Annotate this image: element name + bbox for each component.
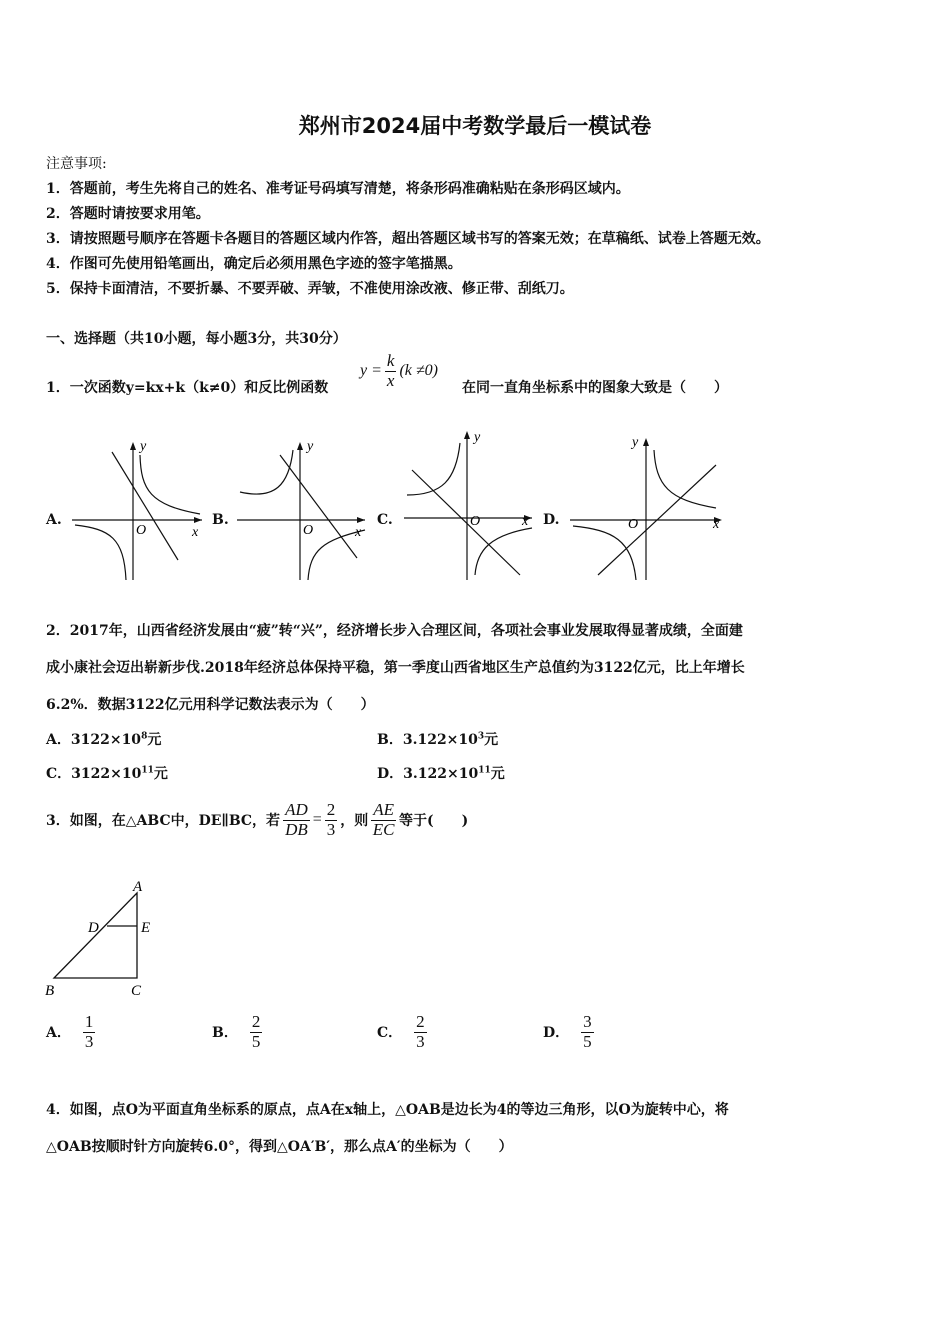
q2-option-d[interactable] (377, 763, 505, 783)
notice-item-1: 1．答题前，考生先将自己的姓名、准考证号码填写清楚，将条形码准确粘贴在条形码区域内。 (46, 181, 630, 197)
q3-option-c-den: 3 (416, 1031, 425, 1051)
hyperbola-branch-2 (75, 525, 126, 580)
y-arrow-icon (643, 438, 649, 446)
q1-graph-a (70, 430, 210, 590)
linear-graph (412, 470, 520, 575)
y-label: y (307, 439, 314, 454)
q3-f3-num: AE (373, 799, 395, 819)
vertex-c-label: C (131, 983, 142, 999)
hyperbola-branch-2 (475, 528, 532, 575)
q2-stem-line-3: 6.2%．数据3122亿元用科学记数法表示为（ ） (46, 697, 375, 713)
q1-graph-b (235, 430, 375, 590)
q2-option-a-exp: 8 (141, 731, 148, 742)
hyperbola-branch-1 (407, 443, 460, 495)
q3-option-c-fraction (414, 1013, 427, 1051)
origin-label: O (303, 523, 314, 538)
hyperbola-branch-2 (573, 526, 636, 580)
origin-label: O (136, 523, 147, 538)
q3-option-b-fraction (250, 1013, 263, 1051)
y-label: y (632, 435, 639, 450)
q3-stem-post: 等于( ) (399, 813, 469, 829)
q2-option-a-label: A． (46, 732, 71, 748)
q2-option-d-unit: 元 (490, 766, 505, 782)
q3-option-a-num: 1 (84, 1012, 94, 1031)
notice-item-2: 2．答题时请按要求用笔。 (46, 206, 210, 222)
q1-formula (360, 352, 438, 390)
q1-option-d-label[interactable]: D. (543, 512, 560, 528)
q3-option-c-num: 2 (416, 1012, 425, 1031)
q3-fraction-ad-db (283, 801, 310, 839)
q1-graph-c (402, 425, 542, 585)
q3-option-d[interactable] (543, 1013, 594, 1051)
q3-stem-mid: ，则 (340, 813, 369, 829)
hyperbola-branch-1 (240, 450, 293, 494)
q2-option-b[interactable] (377, 729, 498, 749)
q2-option-b-exp: 3 (477, 731, 485, 742)
origin-label: O (628, 517, 639, 532)
q1-stem-post: 在同一直角坐标系中的图象大致是（ ） (462, 380, 728, 396)
y-arrow-icon (464, 431, 470, 439)
q3-option-a-den: 3 (84, 1031, 94, 1051)
q3-stem-pre: 3．如图，在△ABC中，DE∥BC，若 (46, 813, 281, 829)
q2-option-c-label: C． (46, 766, 72, 782)
q2-option-a-base: 3122×10 (70, 732, 142, 748)
notice-item-3: 3．请按照题号顺序在答题卡各题目的答题区域内作答，超出答题区域书写的答案无效；在草稿纸、试卷上答题无效。 (46, 231, 770, 247)
q2-option-d-label: D． (377, 766, 404, 782)
q3-option-d-num: 3 (583, 1012, 592, 1031)
y-arrow-icon (130, 442, 136, 450)
q2-option-c-base: 3122×10 (71, 766, 142, 782)
q3-fraction-ae-ec (371, 801, 396, 839)
linear-graph (112, 452, 178, 560)
q1-option-a-label[interactable]: A. (46, 512, 62, 528)
point-e-label: E (141, 920, 151, 936)
q3-option-b-den: 5 (251, 1031, 261, 1051)
vertex-b-label: B (45, 983, 55, 999)
q3-f2-num: 2 (326, 799, 336, 819)
y-arrow-icon (297, 442, 303, 450)
q3-f3-den: EC (372, 819, 395, 839)
x-label: x (192, 525, 199, 540)
point-d-label: D (88, 920, 99, 936)
q3-option-b-num: 2 (251, 1012, 261, 1031)
y-label: y (474, 430, 481, 445)
q3-fraction-2-3 (325, 801, 338, 839)
q3-option-d-den: 5 (583, 1031, 592, 1051)
y-label: y (140, 439, 147, 454)
x-label: x (522, 514, 529, 529)
q3-triangle-figure (40, 875, 170, 1000)
q3-equals: = (312, 811, 322, 828)
q2-option-c-exp: 11 (141, 765, 154, 776)
q1-option-b-label[interactable]: B. (212, 512, 229, 528)
x-label: x (355, 525, 362, 540)
q1-formula-lhs: y = (360, 362, 382, 380)
q3-option-b[interactable] (212, 1013, 262, 1051)
hyperbola-branch-1 (654, 450, 716, 508)
q3-option-a[interactable] (46, 1013, 95, 1051)
q1-formula-cond: (k ≠0) (399, 362, 438, 380)
q1-formula-den: x (386, 370, 395, 390)
q3-option-d-label: D． (543, 1025, 570, 1042)
q2-option-a[interactable] (46, 729, 161, 749)
q2-option-d-base: 3.122×10 (403, 766, 479, 782)
q1-graph-d (568, 430, 728, 590)
q2-option-c[interactable] (46, 763, 168, 783)
vertex-a-label: A (133, 879, 143, 895)
q2-stem-line-2: 成小康社会迈出崭新步伐.2018年经济总体保持平稳，第一季度山西省地区生产总值约为3122亿元，比上年增长 (46, 660, 745, 676)
notice-item-4: 4．作图可先使用铅笔画出，确定后必须用黑色字迹的签字笔描黑。 (46, 256, 462, 272)
q1-stem-pre: 1．一次函数y=kx+k（k≠0）和反比例函数 (46, 380, 329, 396)
q2-option-b-label: B． (377, 732, 403, 748)
q3-f1-den: DB (285, 819, 308, 839)
q4-stem-line-1: 4．如图，点O为平面直角坐标系的原点，点A在x轴上，△OAB是边长为4的等边三角形，以O为旋转中心，将 (46, 1102, 729, 1118)
q1-option-c-label[interactable]: C. (377, 512, 393, 528)
q2-option-c-unit: 元 (153, 766, 168, 782)
section-heading: 一、选择题（共10小题，每小题3分，共30分） (46, 331, 347, 347)
q3-option-a-label: A． (46, 1025, 71, 1042)
q2-option-b-base: 3.122×10 (402, 732, 478, 748)
q3-option-c-label: C． (377, 1025, 403, 1042)
q4-stem-line-2: △OAB按顺时针方向旋转6.0°，得到△OA′B′，那么点A′的坐标为（ ） (46, 1139, 513, 1155)
q3-option-b-label: B． (212, 1025, 238, 1042)
q3-f1-num: AD (285, 799, 308, 819)
q3-option-a-fraction (83, 1013, 96, 1051)
linear-graph (280, 455, 357, 558)
x-arrow-icon (357, 517, 365, 523)
q2-option-d-exp: 11 (478, 765, 491, 776)
q3-f2-den: 3 (326, 819, 336, 839)
x-arrow-icon (194, 517, 202, 523)
q3-stem (46, 794, 468, 846)
q1-formula-fraction (385, 352, 397, 390)
q2-option-a-unit: 元 (147, 732, 162, 748)
notice-item-5: 5．保持卡面清洁，不要折暴、不要弄破、弄皱，不准使用涂改液、修正带、刮纸刀。 (46, 281, 574, 297)
q2-stem-line-1: 2．2017年，山西省经济发展由“疲”转“兴”，经济增长步入合理区间，各项社会事业发展取得显著成绩，全面建 (46, 623, 743, 639)
q1-formula-num: k (386, 351, 395, 370)
hyperbola-branch-1 (140, 455, 200, 514)
q3-option-d-fraction (581, 1013, 594, 1051)
q2-option-b-unit: 元 (484, 732, 499, 748)
q3-option-c[interactable] (377, 1013, 427, 1051)
notice-heading: 注意事项: (46, 156, 107, 172)
origin-label: O (470, 514, 481, 529)
page-title: 郑州市2024届中考数学最后一模试卷 (298, 114, 652, 138)
x-label: x (713, 517, 720, 532)
